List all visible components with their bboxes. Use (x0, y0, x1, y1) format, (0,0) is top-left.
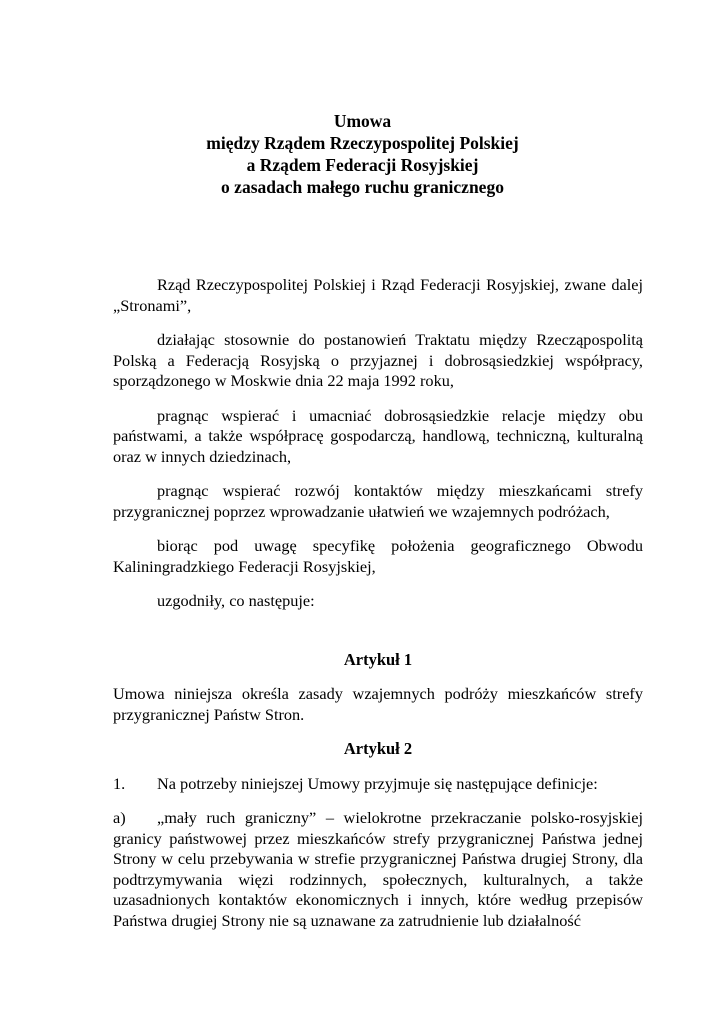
preamble-paragraph-cooperation: pragnąc wspierać i umacniać dobrosąsiedzkie relacje między obu państwami, a także współpracę gospodarczą, handlową, techniczną, kulturalną oraz w innych dziedzinach, (113, 405, 643, 466)
item-text: Na potrzeby niniejszej Umowy przyjmuje się następujące definicje: (157, 773, 598, 793)
preamble-paragraph-agreed: uzgodniły, co następuje: (157, 591, 315, 610)
document-body (113, 275, 643, 931)
item-number: 1. (113, 773, 126, 793)
title-line-2: między Rządem Rzeczypospolitej Polskiej (206, 133, 519, 153)
article-1-text: Umowa niniejsza określa zasady wzajemnych podróży mieszkańców strefy przygranicznej Państw Stron. (113, 684, 643, 724)
item-letter: a) (113, 808, 126, 827)
preamble-paragraph-contacts: pragnąc wspierać rozwój kontaktów między mieszkańcami strefy przygranicznej poprzez wprowadzanie ułatwień we wzajemnych podróżach, (113, 481, 643, 521)
preamble-paragraph-parties: Rząd Rzeczypospolitej Polskiej i Rząd Federacji Rosyjskiej, zwane dalej „Stronami”, (113, 275, 643, 315)
title-line-1: Umowa (333, 111, 392, 131)
article-2-heading: Artykuł 2 (343, 739, 413, 758)
item-a-text: „mały ruch graniczny” – wielokrotne przekraczanie polsko-rosyjskiej granicy państwowej przez mieszkańców strefy przygranicznej Państwa jednej Strony w celu przebywania w strefie przygranicznej Państwa drugiej Strony, dla podtrzymywania więzi rodzinnych, społecznych, kulturalnych, a także uzasadnionych kontaktów ekonomicznych i innych, które według przepisów Państwa drugiej Strony nie są uznawane za zatrudnienie lub działalność (113, 808, 643, 930)
title-line-3: a Rządem Federacji Rosyjskiej (246, 155, 479, 175)
document-title (0, 110, 725, 198)
article-2-item-1 (113, 774, 643, 795)
title-line-4: o zasadach małego ruchu granicznego (221, 177, 504, 197)
article-2-item-a (113, 808, 643, 931)
spacer (113, 626, 643, 650)
preamble-paragraph-treaty: działając stosownie do postanowień Traktatu między Rzecząpospolitą Polską a Federacją Rosyjską o przyjaznej i dobrosąsiedzkiej współpracy, sporządzonego w Moskwie dnia 22 maja 1992 roku, (113, 330, 643, 390)
article-1-heading: Artykuł 1 (343, 649, 413, 669)
preamble-paragraph-geography: biorąc pod uwagę specyfikę położenia geograficznego Obwodu Kaliningradzkiego Federacji Rosyjskiej, (113, 536, 643, 576)
